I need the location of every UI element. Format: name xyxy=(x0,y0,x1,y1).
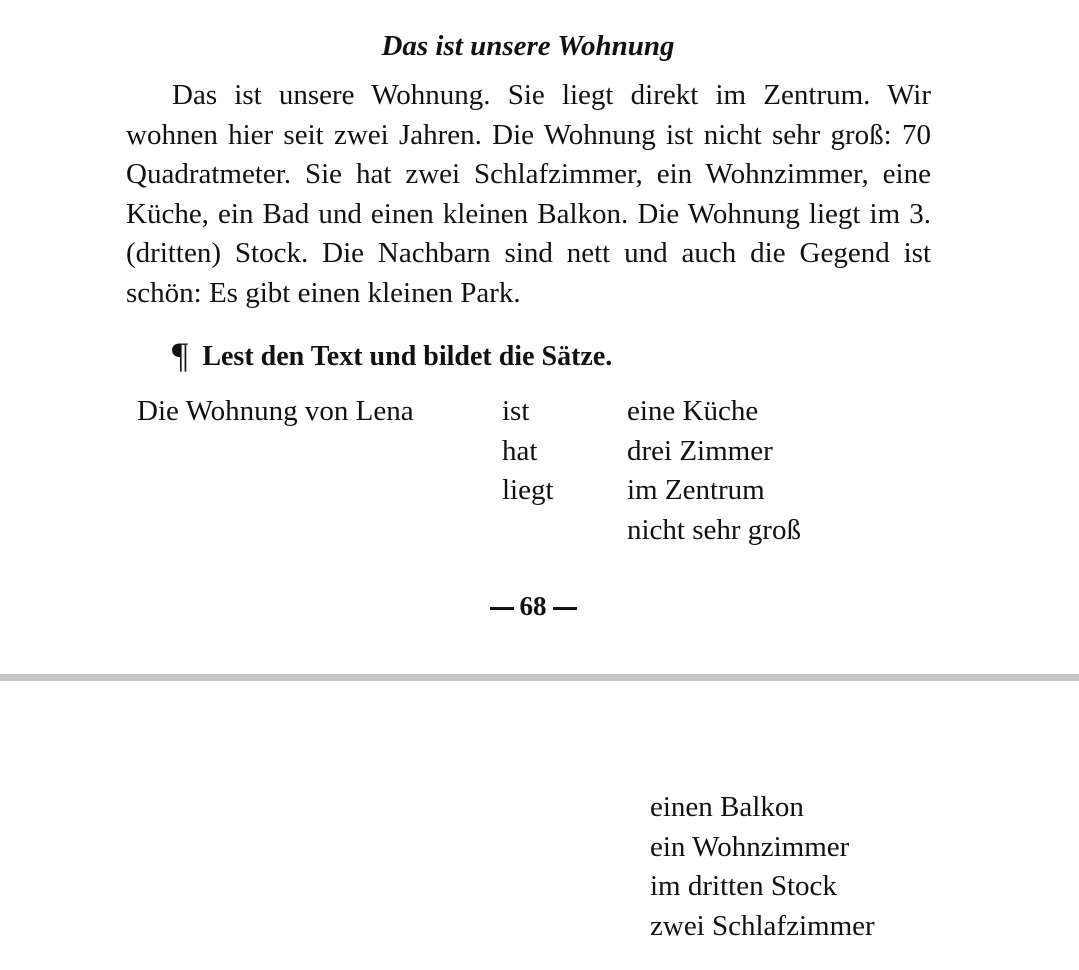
page-divider xyxy=(0,674,1079,681)
object-item: nicht sehr groß xyxy=(627,513,801,546)
exercise-verbs-column xyxy=(502,392,554,511)
object-item: einen Balkon xyxy=(650,791,804,823)
page-title: Das ist unsere Wohnung xyxy=(381,30,675,62)
verb-item: liegt xyxy=(502,474,554,507)
exercise-objects-column xyxy=(627,392,801,550)
page-number xyxy=(0,588,1066,624)
exercise-objects-column-continued xyxy=(650,788,875,946)
object-item: im dritten Stock xyxy=(650,870,837,903)
next-page xyxy=(0,681,1079,970)
dash-right xyxy=(553,607,577,610)
task-text: Lest den Text und bildet die Sätze. xyxy=(202,341,613,372)
task-instruction xyxy=(172,334,612,376)
reading-text: Das ist unsere Wohnung. Sie liegt direkt im Zentrum. Wir wohnen hier seit zwei Jahren. Die Wohnung ist nicht sehr groß: 70 Quadratmeter. Sie hat zwei Schlafzimmer, ein Wohnzimmer, eine Küche, ein Bad und einen kleinen Balkon. Die Wohnung liegt im 3. (dritten) Stock. Die Nachbarn sind nett und auch die Gegend ist schön: Es gibt einen kleinen Park. xyxy=(126,79,931,309)
dash-left xyxy=(490,607,514,610)
pilcrow-icon: ¶ xyxy=(172,335,189,375)
object-item: drei Zimmer xyxy=(627,434,773,467)
page-number-text: 68 xyxy=(519,591,547,621)
object-item: zwei Schlafzimmer xyxy=(650,909,875,942)
verb-item: ist xyxy=(502,395,530,427)
exercise-subject: Die Wohnung von Lena xyxy=(137,395,414,427)
object-item: ein Wohnzimmer xyxy=(650,830,850,863)
object-item: eine Küche xyxy=(627,395,759,427)
object-item: im Zentrum xyxy=(627,474,765,507)
verb-item: hat xyxy=(502,434,538,467)
